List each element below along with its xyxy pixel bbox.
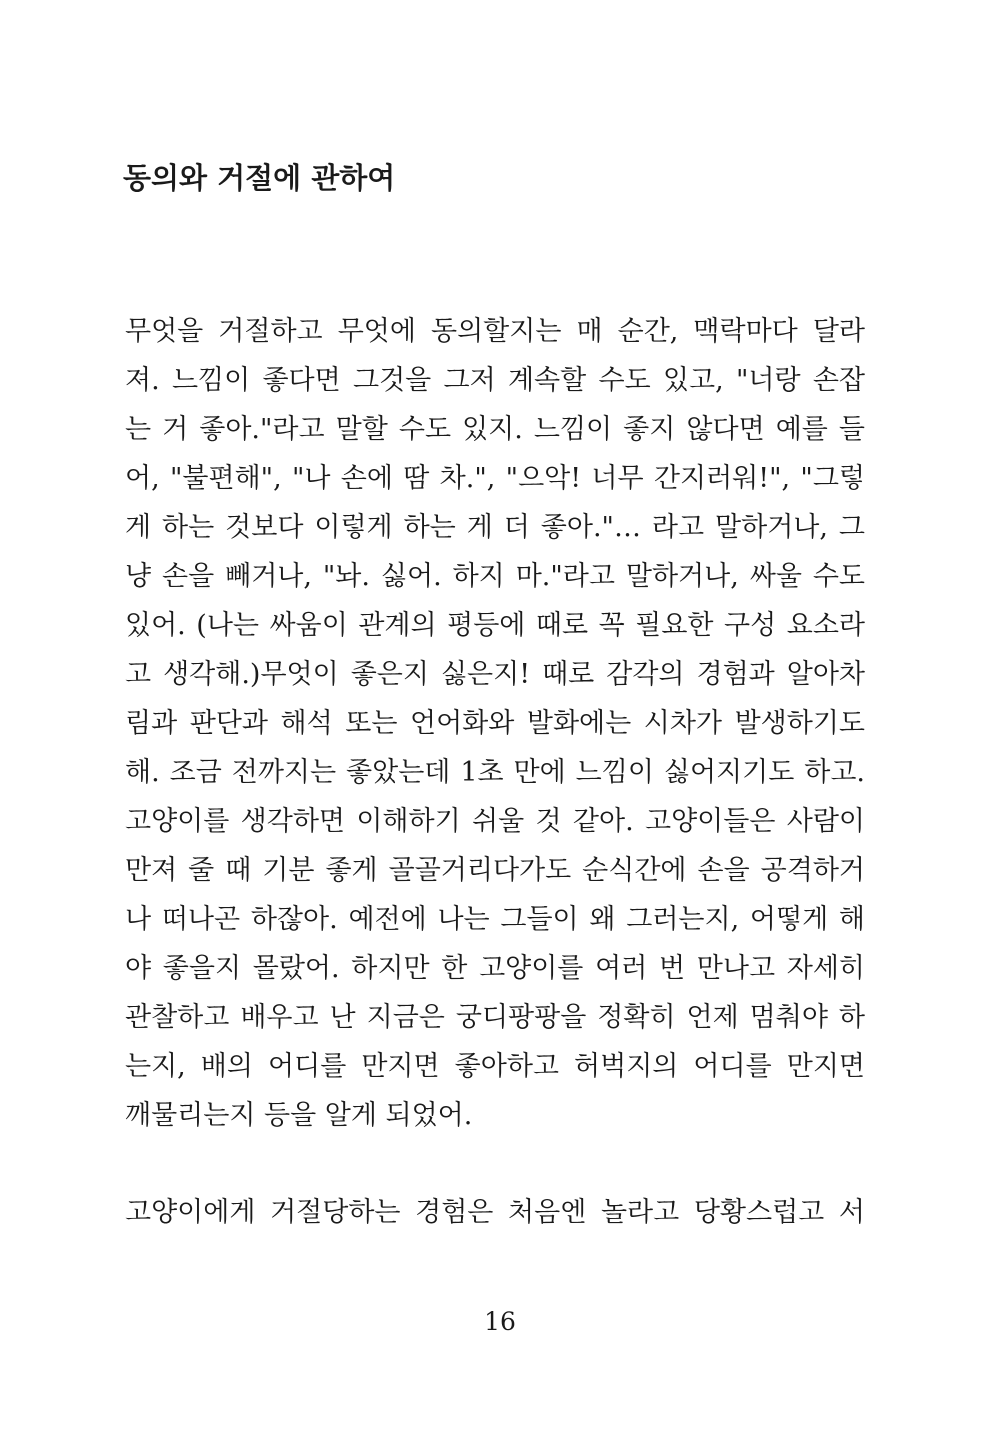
text-line: 있어. (나는 싸움이 관계의 평등에 때로 꼭 필요한 구성 요소라	[125, 610, 865, 641]
text-line: 져. 느낌이 좋다면 그것을 그저 계속할 수도 있고, "너랑 손잡	[125, 365, 865, 396]
text-line: 해. 조금 전까지는 좋았는데 1초 만에 느낌이 싫어지기도 하고.	[125, 757, 865, 788]
text-line: 는지, 배의 어디를 만지면 좋아하고 허벅지의 어디를 만지면	[125, 1051, 865, 1082]
text-line: 무엇을 거절하고 무엇에 동의할지는 매 순간, 맥락마다 달라	[125, 316, 865, 347]
text-line: 관찰하고 배우고 난 지금은 궁디팡팡을 정확히 언제 멈춰야 하	[125, 1002, 865, 1033]
text-line: 게 하는 것보다 이렇게 하는 게 더 좋아."… 라고 말하거나, 그	[125, 512, 865, 543]
text-line: 는 거 좋아."라고 말할 수도 있지. 느낌이 좋지 않다면 예를 들	[125, 414, 865, 445]
text-line: 냥 손을 빼거나, "놔. 싫어. 하지 마."라고 말하거나, 싸울 수도	[125, 561, 865, 592]
text-line: 고양이에게 거절당하는 경험은 처음엔 놀라고 당황스럽고 서	[125, 1197, 865, 1228]
text-line: 어, "불편해", "나 손에 땀 차.", "으악! 너무 간지러워!", "그렇	[125, 463, 865, 494]
body-text	[125, 312, 865, 1242]
paragraph-spacer	[125, 1145, 865, 1193]
text-line: 야 좋을지 몰랐어. 하지만 한 고양이를 여러 번 만나고 자세히	[125, 953, 865, 984]
text-line: 만져 줄 때 기분 좋게 골골거리다가도 순식간에 손을 공격하거	[125, 855, 865, 886]
page-number: 16	[484, 1307, 516, 1336]
text-line: 깨물리는지 등을 알게 되었어.	[125, 1100, 473, 1131]
text-line: 림과 판단과 해석 또는 언어화와 발화에는 시차가 발생하기도	[125, 708, 865, 739]
chapter-heading: 동의와 거절에 관하여	[123, 161, 396, 195]
text-line: 고 생각해.)무엇이 좋은지 싫은지! 때로 감각의 경험과 알아차	[125, 659, 865, 690]
text-line: 고양이를 생각하면 이해하기 쉬울 것 같아. 고양이들은 사람이	[125, 806, 865, 837]
text-line: 나 떠나곤 하잖아. 예전에 나는 그들이 왜 그러는지, 어떻게 해	[125, 904, 865, 935]
paragraph-2	[125, 1193, 865, 1242]
paragraph-1	[125, 312, 865, 1145]
